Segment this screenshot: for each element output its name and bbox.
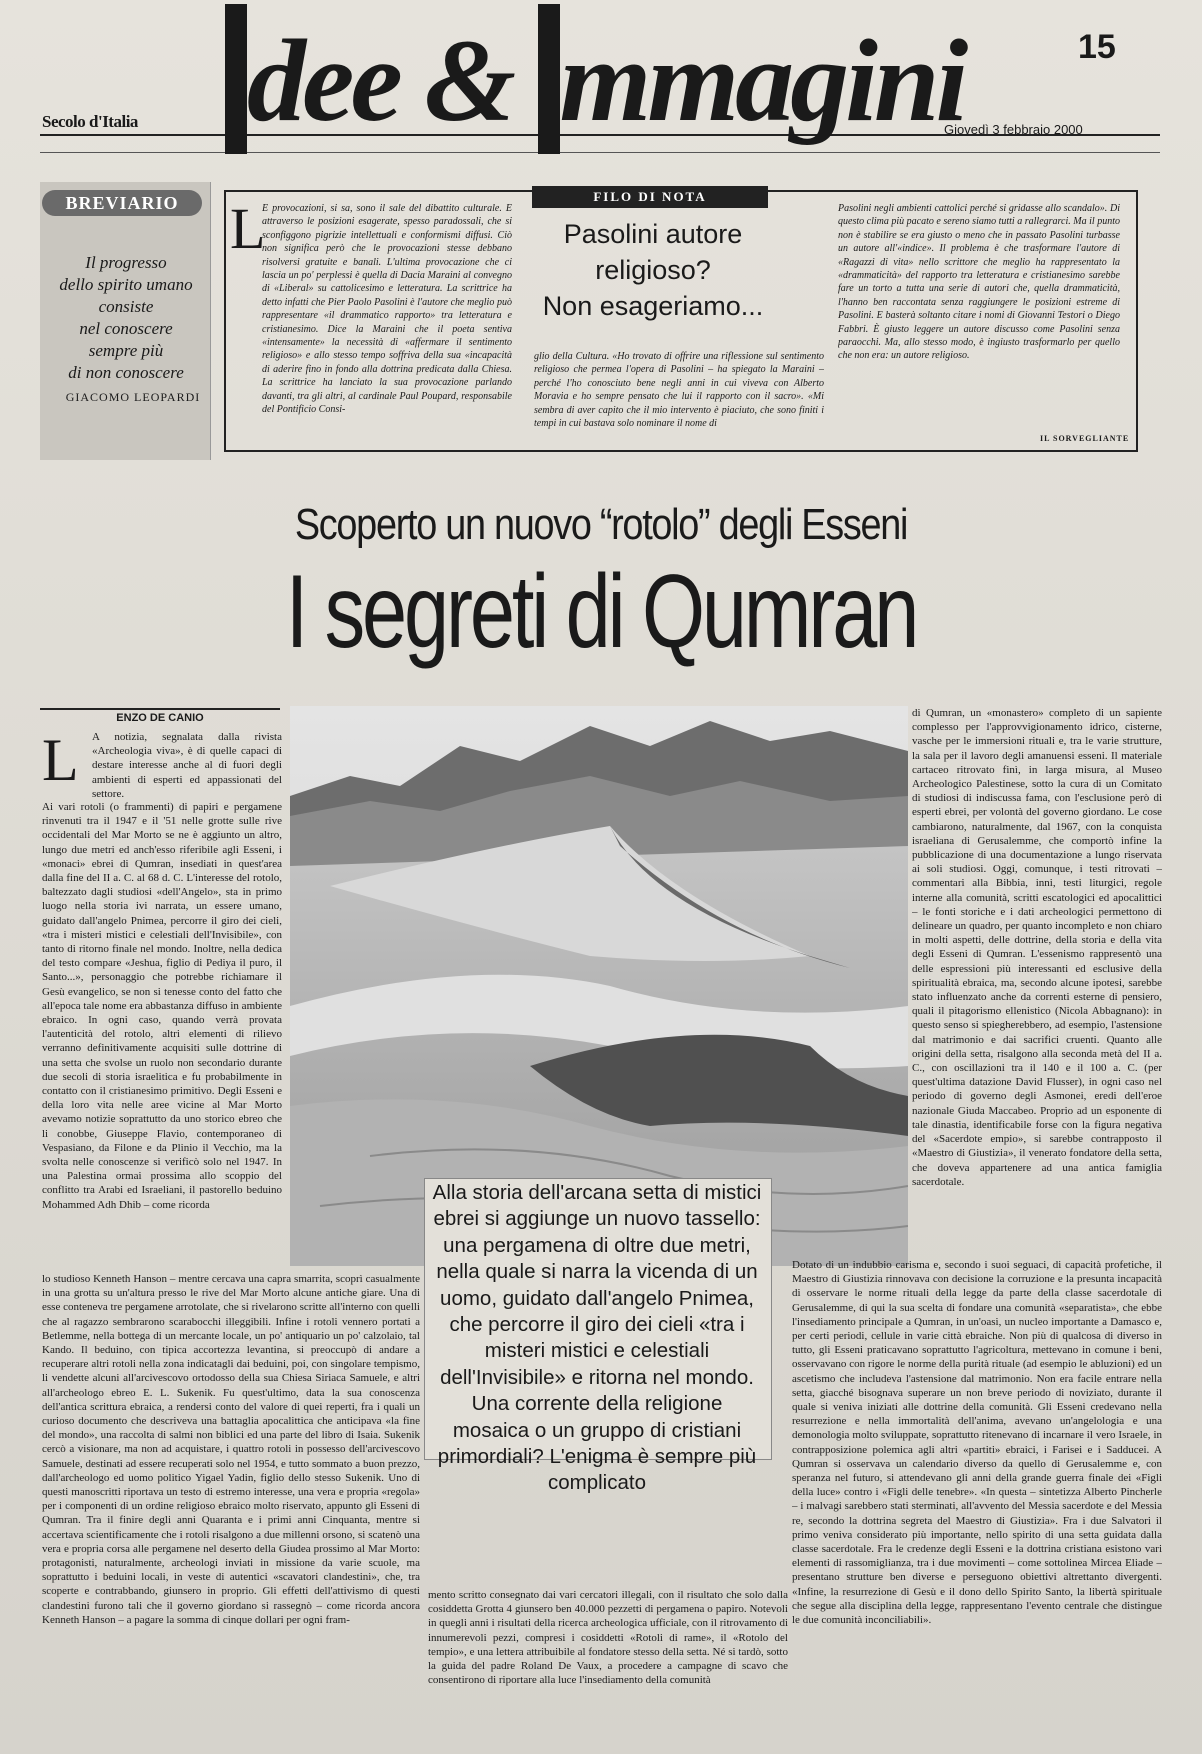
quote-line: di non conoscere: [68, 363, 184, 382]
opinion-column-3: Pasolini negli ambienti cattolici perché si gridasse allo scandalo». Di questo clima più pacato e sereno siamo tutti a rallegrarci. Ma il punto non è stabilire se era giusto o meno che in passato Pasolini turbasse un autore all'«indice». Il problema è che trasformare l'autore di «Ragazzi di vita» nello scrittore che meglio ha rappresentato la «drammaticità» del rapporto tra letteratura e cristianesimo sarebbe fare un torto a tutta una serie di autori che, quella drammaticità, l'hanno ben raccontata senza raggiungere le posizioni estreme di Pasolini. E basterà soltanto citare i nomi di Giovanni Testori o Diego Fabbri. È giusto leggere un autore discusso come Pasolini senza paraocchi. Ma, allo stesso modo, è ingiusto trasformarlo per quello che non era: un autore religioso.: [838, 203, 1120, 362]
masthead-letter-i: [225, 4, 247, 154]
article-column-2: mento scritto consegnato dai vari cercatori illegali, con il risultato che solo dalla cosiddetta Grotta 4 giunsero ben 40.000 pezzetti di pergamena o papiro. Notevoli in quegli anni i risultati della ricerca archeologica ufficiale, con il ritrovamento di innumerevoli pezzi, compresi i cosiddetti «Rotoli di rame», il «Rotolo del tempio», e una lettera attribuibile al fondatore stesso della setta. Né si tardò, sotto la guida del padre Roland De Vaux, a procedere a campagne di scavo che consentirono di riportare alla luce l'insediamento della comunità: [428, 1589, 788, 1687]
opinion-column-1: E provocazioni, si sa, sono il sale del dibattito culturale. E attraverso le posizioni esagerate, spesso paradossali, che si sconfiggono pigrizie intellettuali e conformismi diffusi. Ciò non significa però che le provocazioni stesse debbano risolversi gratuite e banali. L'ultima provocazione che ci lascia un po' perplessi è quella di Dacia Maraini al convegno di «Liberal» su cattolicesimo e letteratura. La scrittrice ha detto infatti che Pier Paolo Pasolini è l'autore che meglio può rappresentare «il drammatico rapporto» tra letteratura e cristianesimo. Dice la Maraini che il poeta sentiva «intensamente» la necessità di «affermare il sentimento religioso» e allo stesso tempo soffriva della sua «incapacità di aderire fino in fondo alla dottrina predicata dalla Chiesa. La scrittrice ha lanciato la sua provocazione parlando davanti, tra gli altri, al cardinale Paul Poupard, responsabile del Pontificio Consi-: [262, 203, 512, 416]
article-subheadline: Scoperto un nuovo “rotolo” degli Esseni: [294, 500, 908, 549]
opinion-title-line: religioso?: [595, 255, 711, 285]
article-column-1-continued: lo studioso Kenneth Hanson – mentre cercava una capra smarrita, scoprì casualmente in una grotta su un'altura presso le rive del Mar Morto alcune antiche giare. Una di esse conteneva tre pergamene arrotolate, che si rivelarono scritte all'interno con quelli che al ragazzo sembrarono scarabocchi illeggibili. Infine i rotoli vennero portati a Betlemme, nella bottega di un mercante locale, un po' antiquario un po' calzolaio, tal Kando. Il beduino, con tipica accortezza levantina, si preoccupò di andare a recuperare altri rotoli nella zona indicatagli dai beduini, poi, con singolare tempismo, li vendette alcuni all'arcivescovo ortodosso della sua Chiesa Siriaca Samuele, e altri all'archeologo ebreo E. L. Sukenik. Fu quest'ultimo, data la sua conoscenza dell'antica scrittura ebraica, a rendersi conto del valore di quei reperti, fra i quali un curioso documento che descriveva una battaglia apocalittica che anticipava «la fine del mondo», una raccolta di salmi non biblici ed una parte del libro di Isaia. Sukenik cercò a visionare, ma non ad acquistare, i quattro rotoli in possesso dell'arcivescovo Samuele, destinati ad essere recuperati solo nel 1954, e tutto sommato a buon prezzo, dall'archeologo ed uomo politico Yigael Yadin, figlio dello stesso Sukenik. Uno di questi manoscritti riportava un testo di estremo interesse, una vera e propria «regola» per i componenti di un ordine religioso ebraico molto riservato, appunto gli Esseni di Qumran. Tra il finire degli anni Quaranta e i primi anni Cinquanta, mentre si accertava scientificamente che i rotoli risalgono a due millenni orsono, si scatenò una vera e propria corsa alle pergamene nel deserto della Giudea prossimo al Mar Morto: protagonisti, naturalmente, archeologi inviati in missione da varie scuole, ma soprattutto i beduini locali, in veste di autentici «scavatori clandestini», che, tra scoperte e contrabbando, giunsero in proprio. Gli effetti dell'attivismo di questi clandestini furono tali che il governo giordano si rassegnò – come ricorda ancora Kenneth Hanson – a pagare la somma di cinque dollari per ogni fram-: [42, 1273, 420, 1626]
article-drop-cap: L: [42, 727, 79, 793]
opinion-signature: IL SORVEGLIANTE: [1040, 434, 1130, 443]
filo-di-nota-label: FILO DI NOTA: [532, 186, 768, 208]
quote-line: dello spirito umano: [59, 275, 193, 294]
article-column-3: di Qumran, un «monastero» completo di un sapiente complesso per l'approvvigionamento idrico, cisterne, vasche per le immersioni rituali e, tra le varie strutture, la sala per il lavoro degli amanuensi esseni. Il materiale cartaceo ritrovato finì, in larga misura, al Museo Archeologico Palestinese, sotto la cura di un Comitato di studiosi di indiscussa fama, con l'esclusione però di esperti ebrei, per volontà del governo giordano. Le cose cambiarono, naturalmente, dal 1967, con la conquista israeliana di Gerusalemme, che comportò infine la pubblicazione di una documentazione a lungo riservata ai soli studiosi. Oggi, comunque, i testi ritrovati – commentari alla Bibbia, inni, testi liturgici, regole interne alla comunità, scritti escatologici ed apocalittici – le fonti storiche e i dati archeologici permettono di delineare un quadro, per quanto incompleto e non chiaro in molti aspetti, delle dottrine, della storia e della vita degli Esseni di Qumran. L'essenismo rappresentò una delle espressioni più interessanti ed esclusive della spiritualità ebraica, ma, secondo alcune ipotesi, sarebbe stato influenzato anche da correnti esterne di pensiero, quali il pitagorismo ellenistico (Nicola Abbagnano): in questo senso si spiegherebbero, ad esempio, l'astensione dal matrimonio e dai sacrifici cruenti. Quanto alle origini della setta, risalgono alla seconda metà del II a. C., con oscillazioni tra il 140 e il 100 a. C. (per quest'ultima datazione David Flusser), in ogni caso nel periodo di governo degli Asmonei, eredi dell'eroe nazionale Giuda Maccabeo. Proprio ad un esponente di tale dinastia, identificabile forse con la figura negativa del «Sacerdote empio», si sarebbe contrapposto il «Maestro di Giustizia», il venerato fondatore della setta, che doveva appartenere ad una antica famiglia sacerdotale.: [912, 707, 1162, 1188]
drop-cap: L: [230, 196, 266, 261]
article-column-1: Ai vari rotoli (o frammenti) di papiri e pergamene rinvenuti tra il 1947 e il '51 nelle grotte sulle rive occidentali del Mar Morto se ne è aggiunto un altro, lungo due metri ed anch'esso riferibile agli Esseni, i «monaci» ebrei di Qumran, insediati in quest'area dalla fine del II a. C. al 68 d. C. L'interesse del rotolo, baltezzato dagli studiosi «dell'Angelo», sta in primo luogo nella storia ivi narrata, un essere umano, guidato dall'angelo Pnimea, percorre il giro dei cieli, «tra i misteri mistici e celestiali dell'Invisibile», con tanto di ritorno finale nel mondo. Inoltre, nella dedica del testo compare «Jeshua, figlio di Pediya il puro, il Santo...», personaggio che potrebbe richiamare il Gesù evangelico, se non si tenesse conto del fatto che all'epoca tale nome era abbastanza diffuso in ambiente ebraico. In ogni caso, quando verrà provata l'autenticità del rotolo, altri elementi di rilievo verranno definitivamente acquisiti sulle dottrine di una setta che svolse un ruolo non secondario durante due secoli di storia israelitica e fu probabilmente in contatto con il cristianesimo primitivo. Degli Esseni e della loro vita nelle aree vicine al Mar Morto avevamo notizie soprattutto da uno storico ebreo che li conobbe, Giuseppe Flavio, contemporaneo di Vespasiano, da Filone e da Plinio il Vecchio, ma la svolta nelle conoscenze si verificò solo nel 1947. In una Palestina ormai prossima allo scoppio del conflitto tra Arabi ed Israeliani, il pastorello beduino Mohammed Adh Dhib – come ricorda: [42, 801, 282, 1211]
masthead-part1: dee &: [247, 15, 538, 146]
breviario-author: GIACOMO LEOPARDI: [65, 390, 201, 404]
opinion-title-line: Pasolini autore: [563, 219, 743, 249]
newspaper-name: Secolo d'Italia: [42, 112, 138, 131]
opinion-title-line: Non esageriamo...: [542, 291, 764, 321]
issue-date: Giovedì 3 febbraio 2000: [944, 122, 1083, 137]
opinion-column-2: glio della Cultura. «Ho trovato di offrire una riflessione sul sentimento religioso che permea l'opera di Pasolini – ha spiegato la Maraini – perché l'ho conosciuto bene negli anni in cui viveva con Alberto Moravia e ho sempre pensato che lui il rapporto con il sacro». «Mi sembra di aver capito che il mio intervento è piaciuto, che sono finiti i tempi in cui bastava solo nominare il nome di: [534, 351, 824, 430]
section-masthead: [225, 15, 965, 154]
quote-line: Il progresso: [85, 253, 167, 272]
masthead-part2: mmagini: [559, 15, 965, 146]
article-byline: ENZO DE CANIO: [40, 708, 280, 726]
masthead-letter-i-2: [538, 4, 560, 154]
opinion-title: [528, 216, 778, 324]
quote-line: sempre più: [88, 341, 164, 360]
breviario-title: BREVIARIO: [42, 190, 202, 216]
page-number: 15: [1078, 28, 1116, 66]
article-column-3-continued: Dotato di un indubbio carisma e, secondo i suoi seguaci, di capacità profetiche, il Maestro di Giustizia rinnovava con decisione la corruzione e la presunta incapacità di osservare le norme rituali della legge da parte della classe sacerdotale di Gerusalemme, di qui la sua scelta di fondare una comunità «separatista», che ebbe l'insediamento principale a Qumran, in un'oasi, un nucleo importante a Damasco e, per certi periodi, cellule in varie città ebraiche. Non più di qualcosa di diverso in tutto, gli Esseni praticavano soprattutto l'agricoltura, mettevano in comune i beni, osservavano con rigore le norme della purità rituale (ad esempio le abluzioni) ed un ascetismo che includeva l'astensione dal matrimonio. Non era facile entrare nella setta, giacché bisognava superare un non breve periodo di noviziato, durante il quale si veniva iniziati alle dottrine della comunità. Gli Esseni credevano nella resurrezione e nella immortalità dell'anima, avevano un'angelologia e una demonologia molto sviluppate, soprattutto ritenevano di incarnare il vero Israele, in contrapposizione polemica agli altri «partiti» ebraici, i Farisei e i Sadducei. A Qumran si osservava un calendario diverso da quello di Gerusalemme e, con speranza nel futuro, si attendevano gli anni della grande guerra finale dei «Figli della luce» contro i «Figli delle tenebre». «In questa – sintetizza Alberto Pincherle – i malvagi sarebbero stati sterminati, all'avvento del Messia sacerdote e del Messia re, secondo la dottrina segreta del Maestro di Giustizia». Fra i due Salvatori il primo veniva considerato più importante, nello spirito di una setta guidata dalla classe sacerdotale. Fra le credenze degli Esseni e la dottrina cristiana esistono vari elementi di rassomiglianza, tra i due movimenti – come sottolinea Mircea Eliade – presentano strutture ben diverse e perseguono obiettivi altrettanto divergenti. «Infine, la resurrezione di Gesù e il dono dello Spirito Santo, la libertà spirituale che segue alla disciplina della legge, rappresentano l'evento centrale che distingue le due comunità inconciliabili».: [792, 1259, 1162, 1627]
quote-line: consiste: [98, 297, 154, 316]
article-intro: A notizia, segnalata dalla rivista «Archeologia viva», è di quelle capaci di destare interesse anche al di fuori degli ambienti di esperti ed appassionati del settore.: [92, 731, 282, 800]
quote-line: nel conoscere: [79, 319, 173, 338]
article-caption: Alla storia dell'arcana setta di mistici ebrei si aggiunge un nuovo tassello: una pergamena di oltre due metri, nella quale si narra la vicenda di un uomo, guidato dall'angelo Pnimea, che percorre il giro dei cieli «tra i misteri mistici e celestiali dell'Invisibile» e ritorna nel mondo. Una corrente della religione mosaica o un gruppo di cristiani primordiali? L'enigma è sempre più complicato: [432, 1181, 762, 1495]
article-headline: I segreti di Qumran: [285, 554, 917, 670]
breviario-quote: [48, 252, 204, 384]
